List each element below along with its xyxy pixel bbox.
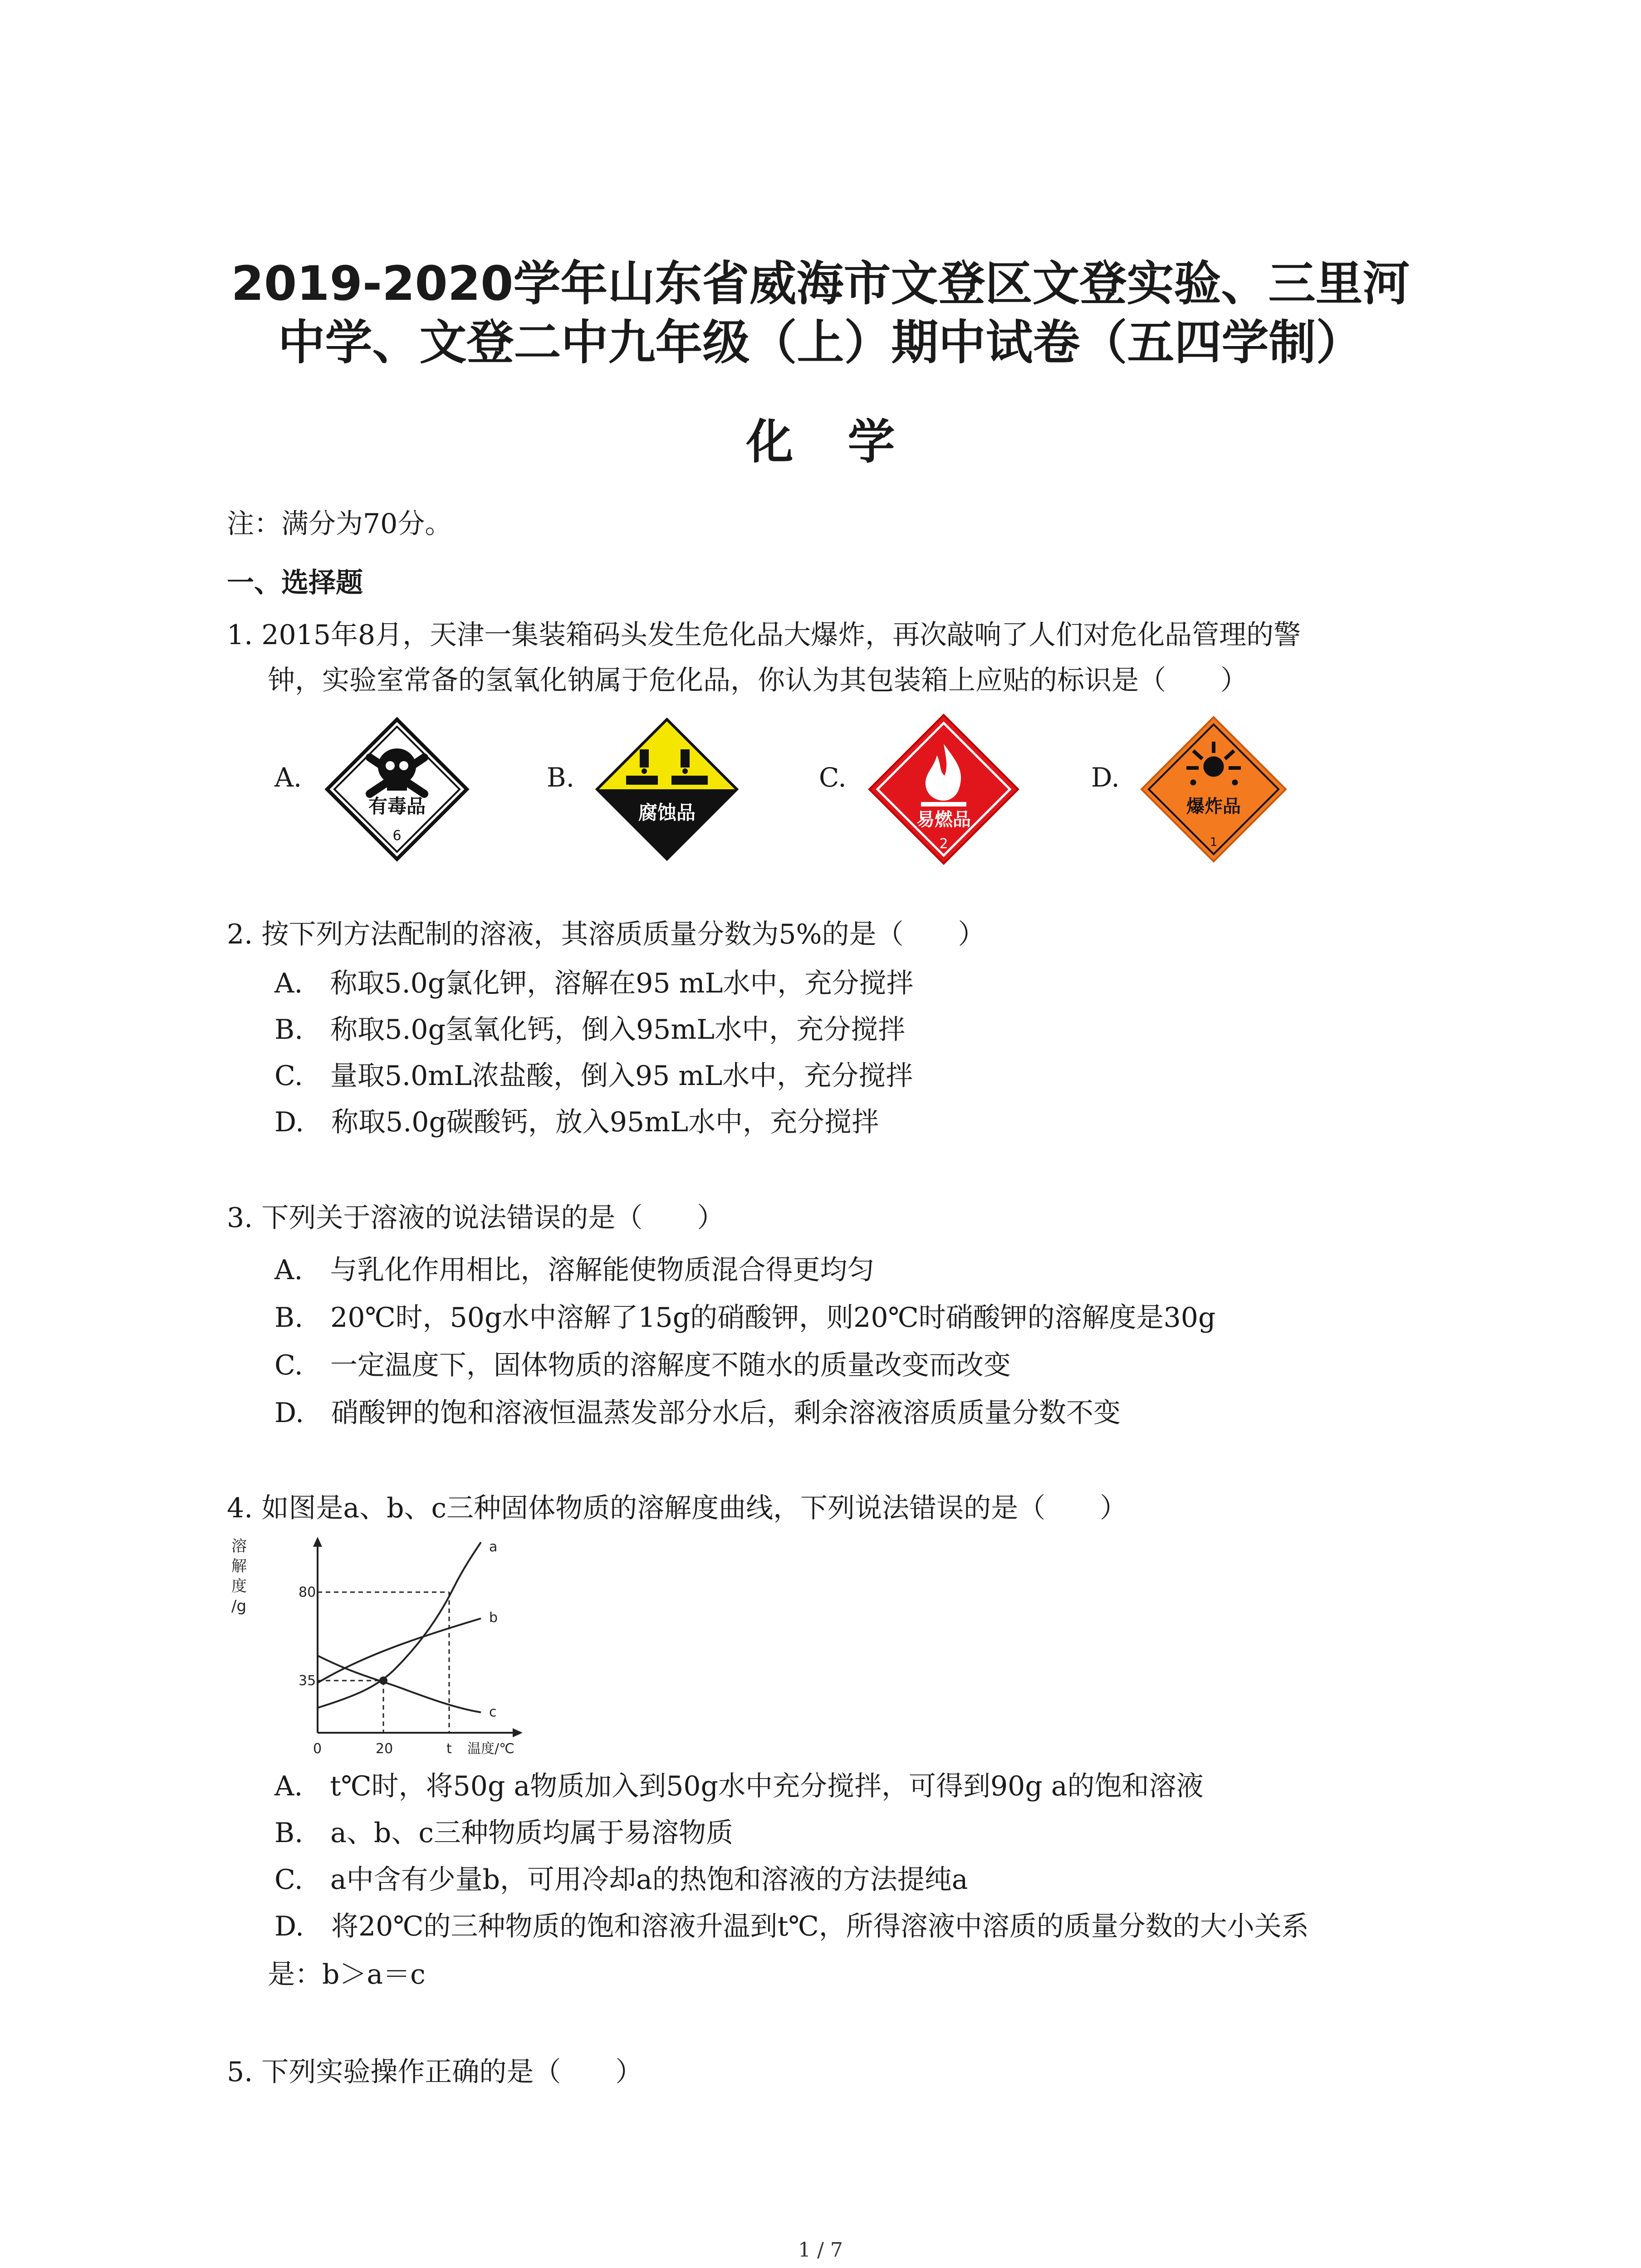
page-title-line2: 中学、文登二中九年级（上）期中试卷（五四学制） (278, 315, 1363, 370)
q1-option-c-label[interactable]: C. (819, 762, 847, 793)
q1-option-b-label[interactable]: B. (547, 762, 575, 793)
curve-b-label: b (489, 1610, 498, 1626)
y-label-char-1: 溶 (231, 1537, 247, 1555)
curve-a-label: a (489, 1539, 498, 1555)
q2-option-d[interactable]: D. 称取5.0g碳酸钙，放入95mL水中，充分搅拌 (274, 1106, 879, 1138)
intersection-point (379, 1677, 387, 1685)
page-title-line1: 2019-2020学年山东省威海市文登区文登实验、三里河 (231, 256, 1410, 311)
q4-option-d-continued: 是：b＞a＝c (268, 1959, 426, 1990)
corrosive-sign[interactable] (594, 717, 740, 862)
explosive-sign-text: 爆炸品 (1186, 796, 1241, 817)
x-tick-t: t (446, 1741, 452, 1757)
flammable-sign-text: 易燃品 (916, 809, 971, 830)
y-label-char-3: 度 (231, 1577, 247, 1595)
q2-stem: 2. 按下列方法配制的溶液，其溶质质量分数为5%的是（ ） (227, 919, 985, 950)
curve-b (318, 1618, 481, 1683)
q3-option-c[interactable]: C. 一定温度下，固体物质的溶解度不随水的质量改变而改变 (274, 1349, 1011, 1381)
flammable-sign[interactable] (867, 712, 1021, 866)
toxic-sign-text: 有毒品 (368, 795, 426, 817)
y-label-char-2: 解 (231, 1557, 247, 1575)
section-heading: 一、选择题 (227, 567, 363, 599)
x-tick-0: 0 (313, 1741, 322, 1757)
q4-stem: 4. 如图是a、b、c三种固体物质的溶解度曲线，下列说法错误的是（ ） (227, 1492, 1127, 1524)
q2-option-c[interactable]: C. 量取5.0mL浓盐酸，倒入95 mL水中，充分搅拌 (274, 1060, 913, 1092)
y-label-char-4: /g (231, 1597, 247, 1615)
q4-option-a[interactable]: A. t℃时，将50g a物质加入到50g水中充分搅拌，可得到90g a的饱和溶液 (274, 1770, 1204, 1802)
q1-stem-line1: 1. 2015年8月，天津一集装箱码头发生危化品大爆炸，再次敲响了人们对危化品管理的警 (227, 619, 1301, 651)
q2-option-a[interactable]: A. 称取5.0g氯化钾，溶解在95 mL水中，充分搅拌 (274, 968, 914, 999)
explosive-sign[interactable] (1139, 714, 1288, 864)
subject-title: 化学 (746, 414, 950, 469)
x-tick-20: 20 (376, 1741, 393, 1757)
q5-stem: 5. 下列实验操作正确的是（ ） (227, 2056, 643, 2088)
q4-option-c[interactable]: C. a中含有少量b，可用冷却a的热饱和溶液的方法提纯a (274, 1864, 968, 1896)
q3-option-a[interactable]: A. 与乳化作用相比，溶解能使物质混合得更均匀 (274, 1254, 875, 1286)
toxic-sign-number: 6 (392, 828, 402, 844)
q3-option-d[interactable]: D. 硝酸钾的饱和溶液恒温蒸发部分水后，剩余溶液溶质质量分数不变 (274, 1397, 1121, 1429)
toxic-sign[interactable] (324, 717, 470, 862)
q4-option-b[interactable]: B. a、b、c三种物质均属于易溶物质 (274, 1817, 733, 1849)
q3-stem: 3. 下列关于溶液的说法错误的是（ ） (227, 1202, 725, 1234)
q1-option-d-label[interactable]: D. (1091, 762, 1120, 793)
solubility-curve-figure (227, 1533, 554, 1760)
flammable-sign-number: 2 (939, 836, 948, 852)
curve-c-label: c (489, 1704, 497, 1720)
q2-option-b[interactable]: B. 称取5.0g氢氧化钙，倒入95mL水中，充分搅拌 (274, 1014, 906, 1046)
q4-option-d[interactable]: D. 将20℃的三种物质的饱和溶液升温到t℃，所得溶液中溶质的质量分数的大小关系 (274, 1911, 1309, 1942)
q3-option-b[interactable]: B. 20℃时，50g水中溶解了15g的硝酸钾，则20℃时硝酸钾的溶解度是30g (274, 1302, 1216, 1334)
q1-option-a-label[interactable]: A. (274, 762, 302, 793)
score-note: 注：满分为70分。 (227, 508, 452, 540)
y-tick-35: 35 (299, 1673, 316, 1689)
explosive-sign-number: 1 (1210, 836, 1218, 849)
y-tick-80: 80 (299, 1584, 316, 1600)
page-number: 1 / 7 (798, 2239, 843, 2262)
corrosive-sign-text: 腐蚀品 (638, 802, 696, 824)
q1-stem-line2: 钟，实验室常备的氢氧化钠属于危化品，你认为其包装箱上应贴的标识是（ ） (268, 665, 1248, 696)
x-axis-label: 温度/℃ (467, 1741, 514, 1757)
